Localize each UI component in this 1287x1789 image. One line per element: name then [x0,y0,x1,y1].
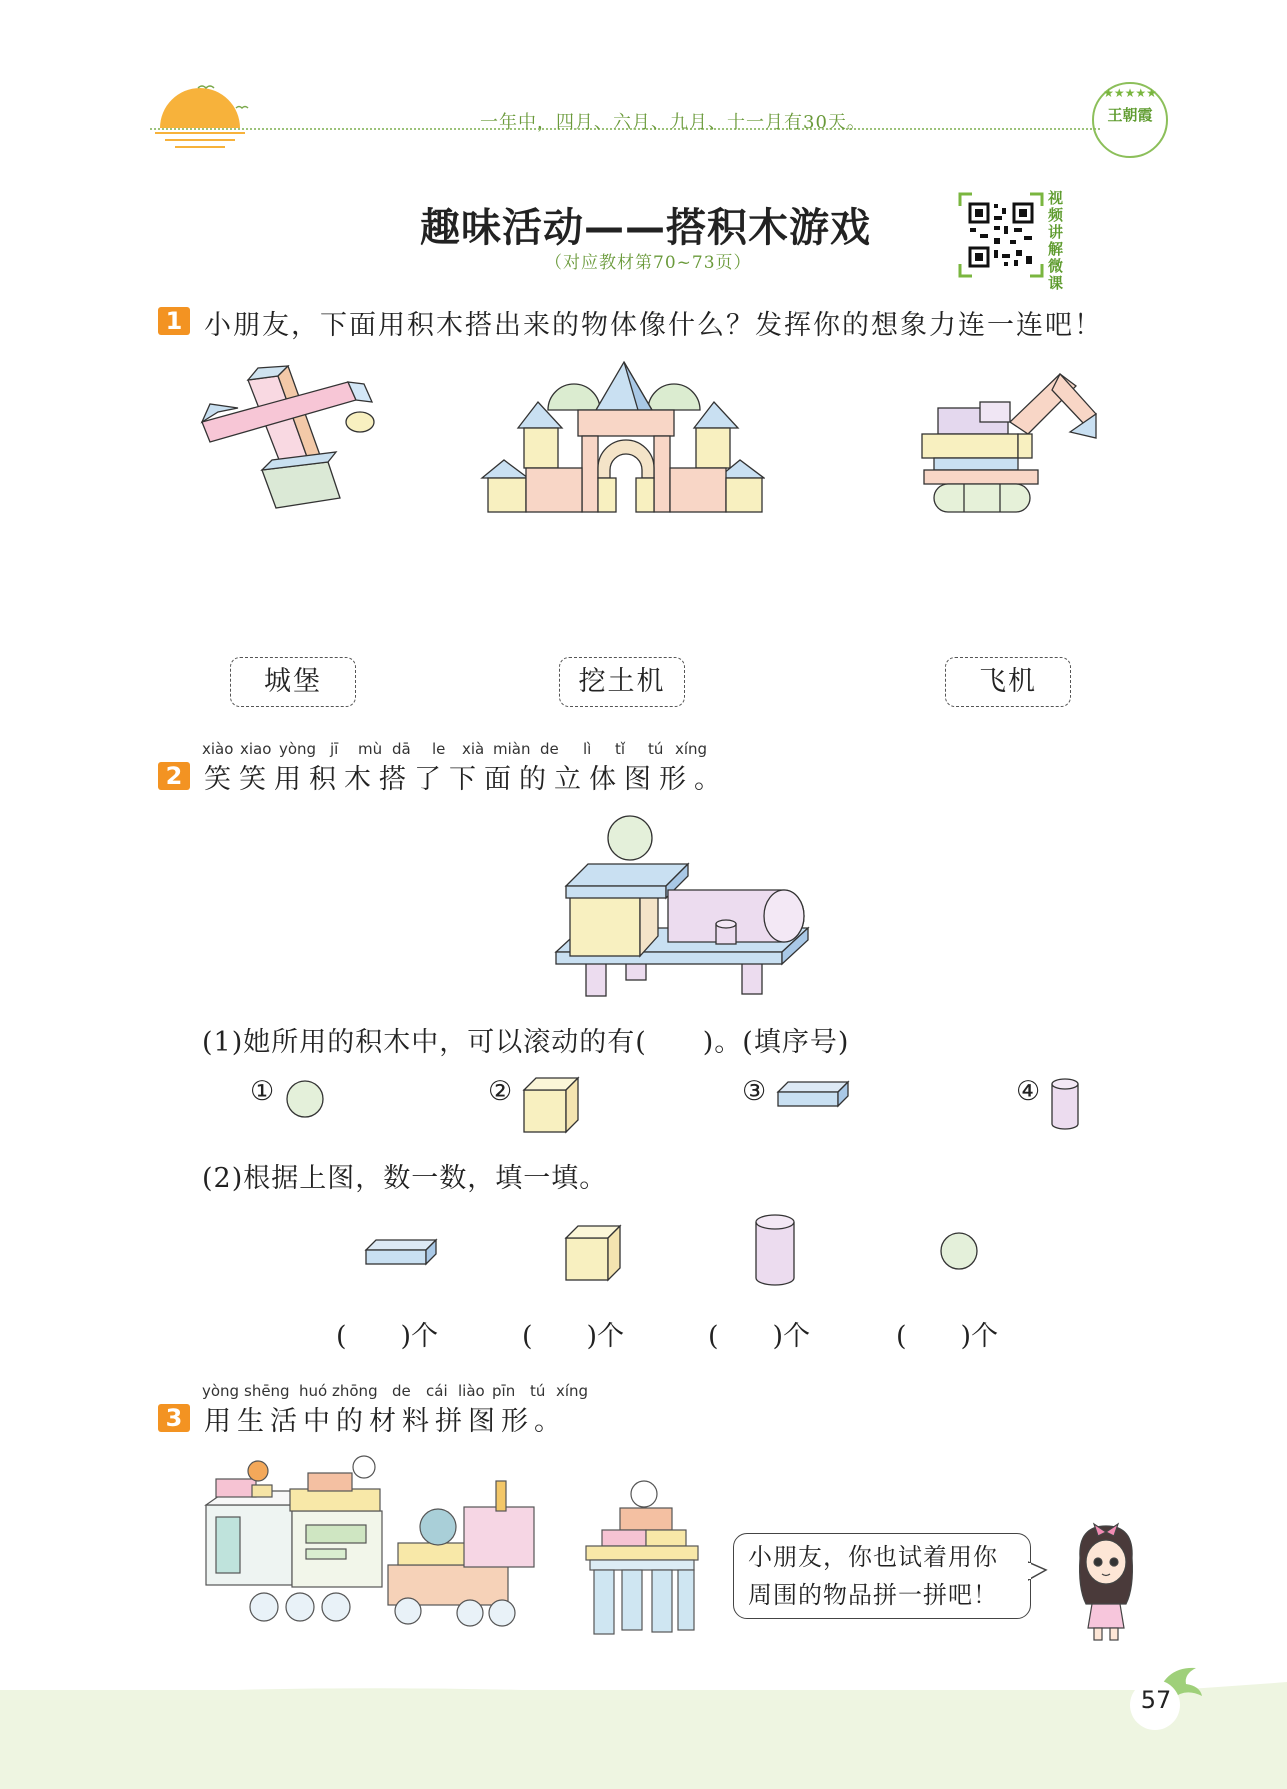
pinyin-syllable: xíng [556,1382,589,1400]
brand-name: 王朝霞 [1107,106,1153,124]
q2-sub2: (2)根据上图，数一数，填一填。 [202,1163,608,1194]
pinyin-syllable: xiào [202,740,234,758]
count-blank-prism[interactable]: ( )个 [336,1321,439,1352]
pinyin-syllable: le [432,740,446,758]
q1-text: 小朋友，下面用积木搭出来的物体像什么？发挥你的想象力连一连吧！ [204,310,1103,341]
sphere-icon [284,1078,326,1120]
q1-label-castle[interactable]: 城堡 [230,657,356,707]
qr-code-icon[interactable] [958,192,1044,278]
stars-icon: ★★★★★ [1103,86,1157,100]
girl-character-illustration [1066,1518,1146,1644]
q2-option-1-label: ① [250,1076,276,1107]
cylinder-icon [752,1212,798,1290]
sunset-logo [150,78,260,153]
pinyin-syllable: huó [299,1382,328,1400]
pinyin-syllable: yòng [279,740,317,758]
q2-text: 笑笑用积木搭了下面的立体图形。 [204,764,729,795]
q2-option-3-label: ③ [742,1076,768,1107]
pinyin-syllable: tǐ [615,740,626,758]
rectangular-prism-icon [362,1236,438,1268]
q1-label-excavator[interactable]: 挖土机 [559,657,685,707]
bubble-line-1: 小朋友，你也试着用你 [748,1543,998,1571]
footer-band [0,1690,1287,1789]
excavator-blocks-illustration [920,372,1100,520]
page-title: 趣味活动——搭积木游戏 [420,205,871,251]
header-note: 一年中，四月、六月、九月、十一月有30天。 [480,112,866,133]
pinyin-syllable: de [540,740,559,758]
q1-number: 1 [158,307,190,335]
page-subtitle: （对应教材第70~73页） [545,253,752,273]
pinyin-syllable: liào [458,1382,485,1400]
train-blocks-illustration [552,812,812,998]
pinyin-syllable: yòng [202,1382,240,1400]
pinyin-syllable: pīn [492,1382,516,1400]
pinyin-syllable: miàn [493,740,531,758]
pinyin-syllable: tú [530,1382,546,1400]
pinyin-syllable: zhōng [332,1382,378,1400]
speech-bubble [733,1533,1031,1619]
brand-seal [1092,82,1168,158]
pinyin-syllable: de [392,1382,411,1400]
pinyin-syllable: xiao [240,740,272,758]
q3-text: 用生活中的材料拼图形。 [204,1406,567,1437]
q3-number: 3 [158,1404,190,1432]
castle-blocks-illustration [480,360,765,516]
airplane-blocks-illustration [198,362,388,520]
pinyin-syllable: tú [648,740,664,758]
qr-label: 视频讲解微课 [1048,189,1064,292]
bubble-line-2: 周围的物品拼一拼吧！ [748,1581,998,1609]
pinyin-syllable: dā [392,740,411,758]
count-blank-cylinder[interactable]: ( )个 [708,1321,811,1352]
pinyin-syllable: xià [462,740,485,758]
q1-label-airplane[interactable]: 飞机 [945,657,1071,707]
pinyin-syllable: lì [583,740,592,758]
pinyin-syllable: mù [358,740,383,758]
sphere-icon [938,1230,980,1272]
q2-option-2-label: ② [488,1076,514,1107]
pinyin-syllable: jī [330,740,339,758]
materials-table-illustration [580,1480,710,1640]
q2-option-4-label: ④ [1016,1076,1042,1107]
pinyin-syllable: shēng [244,1382,290,1400]
cylinder-icon [1048,1076,1082,1132]
materials-train-illustration [202,1455,552,1627]
rectangular-prism-icon [774,1078,850,1110]
pinyin-syllable: xíng [675,740,708,758]
count-blank-cube[interactable]: ( )个 [522,1321,625,1352]
q2-sub1: (1)她所用的积木中，可以滚动的有( )。(填序号) [202,1027,850,1058]
page-number: 57 [1140,1686,1172,1714]
pinyin-syllable: cái [426,1382,448,1400]
q2-number: 2 [158,762,190,790]
cube-icon [562,1222,622,1282]
count-blank-sphere[interactable]: ( )个 [896,1321,999,1352]
bubble-tail [1028,1560,1048,1582]
cube-icon [520,1074,580,1134]
